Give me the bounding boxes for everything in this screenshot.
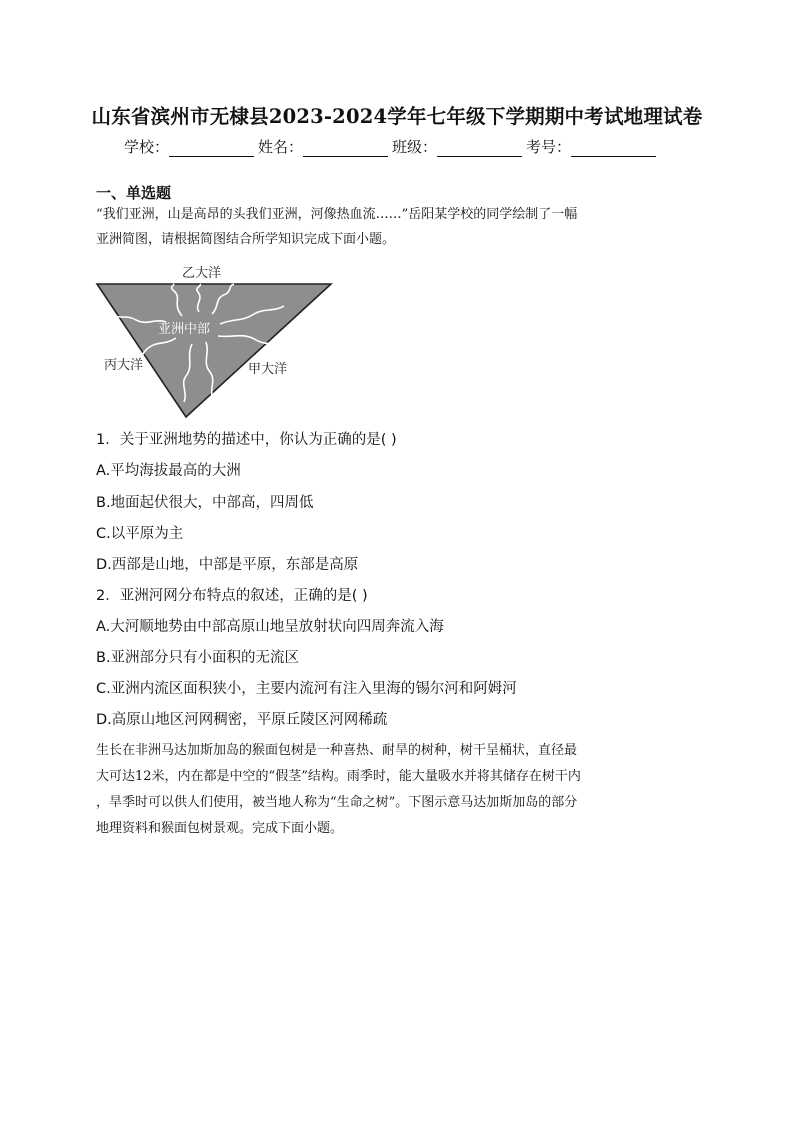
label-jia-ocean: 甲大洋 [248,362,288,377]
class-label: 班级： [392,138,438,156]
name-label: 姓名： [258,138,304,156]
exam-number-label: 考号： [526,138,572,156]
question-2-option[interactable]: A.大河顺地势由中部高原山地呈放射状向四周奔流入海 [96,619,444,635]
school-field [124,136,258,157]
question-1-stem: 1．关于亚洲地势的描述中，你认为正确的是( ) [96,432,397,448]
question-2-stem: 2．亚洲河网分布特点的叙述，正确的是( ) [96,588,368,604]
intro-2-line: 生长在非洲马达加斯加岛的猴面包树是一种喜热、耐旱的树种，树干呈桶状，直径最 [96,743,578,758]
page-title: 山东省滨州市无棣县2023-2024学年七年级下学期期中考试地理试卷 [91,105,703,128]
student-info-line [124,136,660,157]
question-2-option[interactable]: B.亚洲部分只有小面积的无流区 [96,650,300,666]
intro-2-line: ，旱季时可以供人们使用，被当地人称为“生命之树”。下图示意马达加斯加岛的部分 [96,795,578,810]
question-2-option[interactable]: C.亚洲内流区面积狭小，主要内流河有注入里海的锡尔河和阿姆河 [96,681,517,697]
intro-1-line: 亚洲简图，请根据简图结合所学知识完成下面小题。 [96,232,396,247]
class-field [392,136,526,157]
question-1-option[interactable]: A.平均海拔最高的大洲 [96,463,241,479]
intro-1-line: “我们亚洲，山是高昂的头我们亚洲，河像热血流……”岳阳某学校的同学绘制了一幅 [96,207,578,222]
exam-number-field [526,136,660,157]
section-heading: 一、单选题 [96,184,172,202]
intro-2-line: 大可达12米，内在都是中空的“假茎”结构。雨季时，能大量吸水并将其储存在树干内 [96,769,581,784]
label-yi-ocean: 乙大洋 [182,266,222,281]
question-2-option[interactable]: D.高原山地区河网稠密，平原丘陵区河网稀疏 [96,712,388,728]
name-field [258,136,392,157]
class-blank[interactable] [437,141,522,157]
asia-triangle [97,284,331,417]
intro-2-line: 地理资料和猴面包树景观。完成下面小题。 [96,821,344,836]
name-blank[interactable] [303,141,388,157]
question-1-option[interactable]: C.以平原为主 [96,526,184,542]
school-blank[interactable] [169,141,254,157]
label-bing-ocean: 丙大洋 [104,358,144,373]
intro-paragraph-1 [96,202,700,252]
question-1-option[interactable]: B.地面起伏很大，中部高，四周低 [96,495,314,511]
exam-number-blank[interactable] [571,141,656,157]
label-asia-center: 亚洲中部 [158,322,211,337]
school-label: 学校： [124,138,170,156]
asia-sketch-map [94,264,334,420]
question-1-option[interactable]: D.西部是山地，中部是平原，东部是高原 [96,557,359,573]
intro-paragraph-2 [96,738,700,842]
